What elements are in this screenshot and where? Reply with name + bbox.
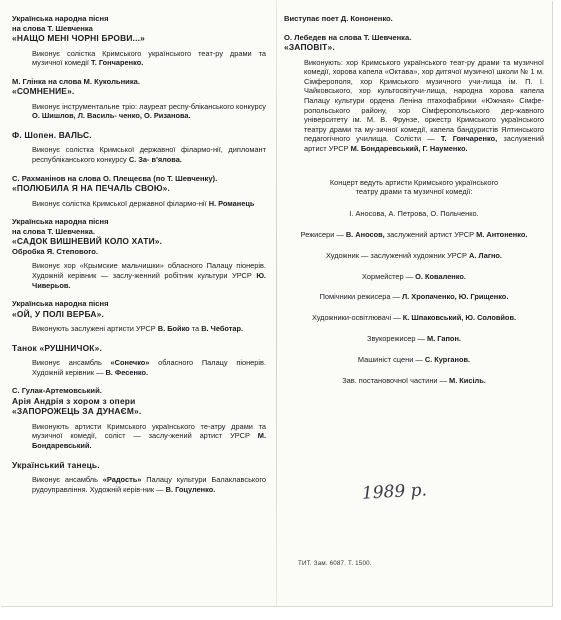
credits-block	[284, 178, 544, 386]
performer-text: Помічники режисера —	[319, 292, 402, 302]
item-header: на слова Т. Шевченка.	[12, 226, 95, 236]
item-title: «ЗАПОРОЖЕЦЬ ЗА ДУНАЄМ».	[12, 406, 142, 417]
item-title: «СОМНЕНИЕ».	[12, 86, 75, 97]
item-performers	[12, 145, 266, 164]
performer-text: Виконує солістка Кримської державної філармо-	[32, 198, 199, 208]
performer-text: Звукорежисер —	[367, 333, 427, 343]
left-column	[12, 14, 266, 503]
performer-name: Г. Науменко.	[422, 143, 468, 153]
item-header: Українська народна пісня	[12, 217, 109, 227]
program-item	[12, 130, 266, 165]
performer-name: ченко, О. Ризанова.	[118, 111, 191, 121]
item-performers	[12, 49, 266, 68]
item-header: Виступає поет Д. Кононенко.	[284, 14, 393, 23]
performer-name: Т. Гончаренко,	[440, 134, 498, 144]
performer-name: в'ялова.	[151, 154, 182, 164]
item-header: Українська народна пісня	[12, 14, 109, 23]
performer-text: Режисери —	[300, 229, 346, 239]
item-performers	[12, 102, 266, 121]
performer-name: «Сонечко»	[110, 358, 150, 368]
performer-text: заслужений артист УРСР	[304, 134, 544, 153]
item-title: Ф. Шопен. ВАЛЬС.	[12, 129, 92, 140]
performer-name: О. Шишлов, Л. Василь-	[32, 111, 117, 121]
credit-line	[284, 272, 544, 282]
performer-name: М. Гапон.	[427, 333, 461, 343]
performer-name: Л. Хропаченко, Ю. Грищенко.	[401, 292, 509, 302]
performer-name: В. Аносов,	[345, 229, 385, 239]
performer-name: О. Коваленко.	[415, 271, 466, 281]
item-title: «ЗАПОВІТ».	[284, 42, 335, 53]
performer-text: нії, дипломант республіканського конкурсу	[32, 145, 266, 164]
performer-text: Виконує інструментальне тріо: лауреат респу-	[32, 101, 191, 111]
performer-name: А. Лагно.	[468, 250, 502, 260]
performer-text: Художник — заслужений художник УРСР	[325, 250, 469, 260]
performer-name: «Радость»	[102, 474, 142, 484]
performer-name: С. За-	[128, 154, 150, 164]
page-fold	[276, 0, 277, 606]
program-item	[12, 77, 266, 121]
item-performers	[12, 261, 266, 290]
performer-name: М. Бондаревський,	[350, 143, 421, 153]
credit-line	[284, 376, 544, 386]
performer-name: М. Антоненко.	[476, 229, 528, 239]
item-title: «ОЙ, У ПОЛІ ВЕРБА».	[12, 308, 104, 319]
performer-text: Виконують: хор Кримського українського теат-ру драми та музичної комедії, хорова капела «Октава», хор дитячої музичної школи № 1 м. Сімферополя, хор Кримського музичного учи-лища ім. П. І. Чайковського, хор культосвітучи-лища, народна хорова капела Палацу культури ордена Леніна птахофабрики «Южная» Сімфе-ропольського району, хор Сімферопольського дер-жавного університету ім. М. В. Фрунзе, оркестр Кримського українського театру драми та му-зичної комедії, капела бандуристів Ялтинського педагогічного училища. Солісти —	[304, 57, 544, 144]
credit-line	[284, 355, 544, 365]
program-item	[12, 386, 266, 450]
performer-text: ру драми та музичної комедії	[32, 48, 266, 68]
performer-name: В. Фесенко.	[105, 367, 149, 377]
performer-text: Виконує ансамбль	[32, 358, 111, 368]
performer-name: В. Чеботар.	[201, 324, 244, 334]
performer-text: Зав. постановочної частини —	[342, 375, 450, 385]
program-item	[284, 14, 544, 24]
item-header: М. Глінка на слова М. Кукольника.	[12, 76, 140, 86]
performer-text: Виконує ансамбль	[32, 474, 103, 484]
performer-text: Машиніст сцени —	[357, 354, 425, 364]
credits-intro-line: театру драми та музичної комедії:	[355, 187, 473, 197]
performer-text: Художники-освітлювачі —	[311, 313, 403, 323]
performer-name: С. Курганов.	[424, 354, 471, 364]
credits-intro-line: Концерт ведуть артисти Кримського українського	[329, 177, 499, 187]
performer-text: обласного Палацу піонерів. Художній керівник —	[32, 358, 267, 377]
performer-name: Т. Гончаренко.	[91, 58, 144, 68]
performer-name: К. Шпаковський, Ю. Соловйов.	[402, 313, 517, 323]
performer-text: Палацу культури Балаклавського рудоуправління. Художній керів-ник —	[32, 474, 266, 494]
credit-line	[284, 251, 544, 261]
program-item	[12, 217, 266, 290]
credit-line	[284, 292, 544, 302]
program-item	[284, 33, 544, 154]
right-column	[284, 14, 544, 385]
credit-line	[284, 230, 544, 240]
performer-name: Ю. Чиверьов.	[32, 270, 266, 290]
print-info: ТИТ. Зам. 6087. Т. 1500.	[298, 560, 372, 567]
item-subheader: Обробка Я. Степового.	[12, 246, 99, 256]
item-performers	[12, 475, 266, 494]
performer-name: Н. Романець	[208, 198, 255, 208]
item-performers	[284, 58, 544, 154]
handwritten-year: 1989 р.	[361, 480, 428, 504]
item-performers	[12, 422, 266, 451]
program-item	[12, 460, 266, 495]
item-header: на слова Т. Шевченка	[12, 23, 93, 33]
performer-text: Виконує солістка Кримської державної філармо-	[32, 145, 213, 155]
performer-text: Виконує хор «Крымские мальчишки» обласного Палацу піонерів. Художній керівник — заслу-женний робітник культури УРСР	[32, 261, 266, 280]
item-title: Арія Андрія з хором з опери	[12, 395, 136, 406]
program-item	[12, 299, 266, 334]
item-title: «НАЩО МЕНІ ЧОРНІ БРОВИ...»	[12, 33, 145, 44]
performer-text: Виконує солістка Кримського українського теат-	[32, 48, 216, 58]
performer-text: бліканського конкурсу	[190, 101, 266, 111]
item-header: Українська народна пісня	[12, 299, 109, 309]
performer-name: М. Кисіль.	[449, 375, 486, 385]
performer-text: Виконують артисти Кримського українського те-атру драми та музичної комедії, соліст — заслу-жений артист УРСР	[32, 421, 266, 441]
performer-text: заслужений артист УРСР	[384, 229, 477, 239]
program-item	[12, 174, 266, 209]
credit-line	[284, 334, 544, 344]
item-title: «ПОЛЮБИЛА Я НА ПЕЧАЛЬ СВОЮ».	[12, 183, 171, 194]
item-performers	[12, 324, 266, 334]
performer-name: В. Гоцуленко.	[165, 484, 216, 494]
performer-text: нії	[198, 198, 209, 208]
credit-line	[284, 313, 544, 323]
item-title: «САДОК ВИШНЕВИЙ КОЛО ХАТИ».	[12, 236, 163, 247]
performer-text: Виконують заслужені артисти УРСР	[32, 324, 158, 334]
item-performers	[12, 358, 266, 377]
program-item	[12, 343, 266, 378]
item-title: Танок «РУШНИЧОК».	[12, 342, 102, 353]
performer-text: Хормейстер —	[362, 271, 416, 281]
performer-name: М. Бондаревський.	[32, 431, 266, 450]
performer-text: та	[189, 324, 202, 334]
item-performers	[12, 199, 266, 209]
performer-name: В. Бойко	[157, 324, 190, 334]
program-item	[12, 14, 266, 68]
item-header: О. Лебедев на слова Т. Шевченка.	[284, 32, 412, 42]
hosts-line: І. Аносова, А. Петрова, О. Польченко.	[349, 209, 479, 219]
item-title: Український танець.	[12, 459, 100, 470]
item-header: С. Рахманінов на слова О. Плещеєва (по Т. Шевченку).	[12, 173, 218, 183]
item-header: С. Гулак-Артемовський.	[12, 386, 102, 396]
